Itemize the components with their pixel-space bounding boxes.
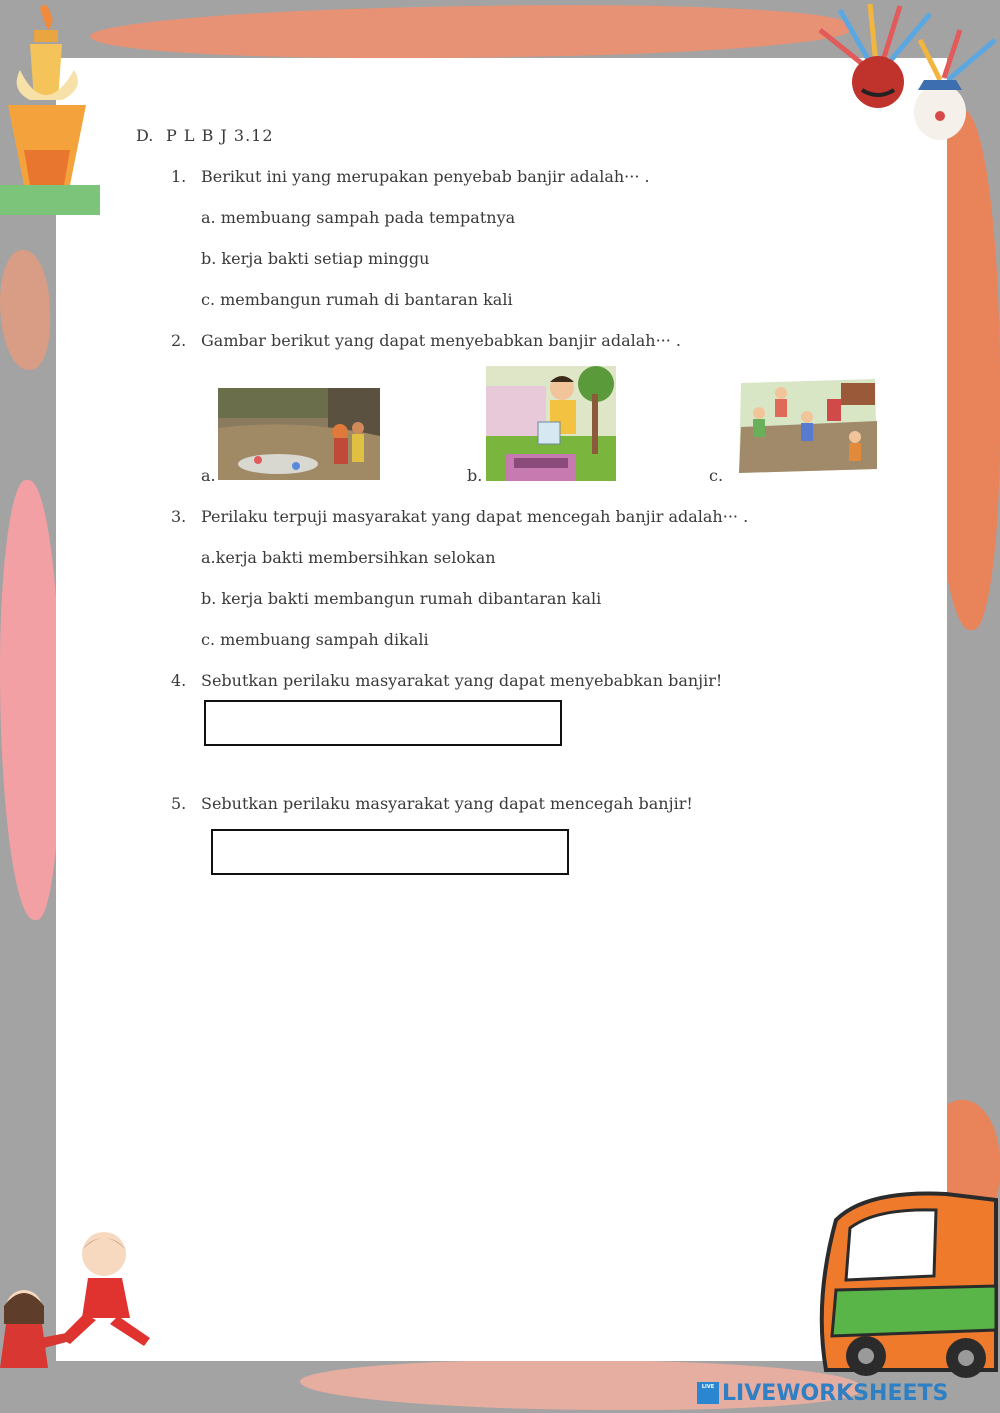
section-letter: D. bbox=[136, 126, 154, 145]
brush-stroke-top bbox=[90, 0, 851, 66]
river-trash-photo bbox=[218, 388, 380, 480]
question-text: Gambar berikut yang dapat menyebabkan banjir adalah··· . bbox=[201, 331, 681, 350]
brush-stroke-left-upper bbox=[0, 250, 50, 370]
question-number: 5. bbox=[171, 794, 187, 813]
answer-option[interactable]: b. kerja bakti setiap minggu bbox=[201, 249, 430, 268]
answer-option[interactable]: b. kerja bakti membangun rumah dibantaran kali bbox=[201, 589, 602, 608]
answer-option[interactable]: a.kerja bakti membersihkan selokan bbox=[201, 548, 496, 567]
question-number: 3. bbox=[171, 507, 187, 526]
section-title: P L B J 3.12 bbox=[166, 126, 274, 145]
live-logo-badge: LIVE bbox=[697, 1382, 719, 1404]
answer-box-4[interactable] bbox=[204, 700, 562, 746]
question-text: Berikut ini yang merupakan penyebab banjir adalah··· . bbox=[201, 167, 650, 186]
question-number: 2. bbox=[171, 331, 187, 350]
answer-box-5[interactable] bbox=[211, 829, 569, 875]
boy-throwing-trash-drawing bbox=[486, 366, 616, 481]
question-text: Perilaku terpuji masyarakat yang dapat mencegah banjir adalah··· . bbox=[201, 507, 749, 526]
river-trash-image[interactable] bbox=[218, 388, 380, 480]
silat-children-icon bbox=[0, 1228, 160, 1378]
bajaj-icon bbox=[806, 1180, 1000, 1380]
answer-option[interactable]: c. membangun rumah di bantaran kali bbox=[201, 290, 513, 309]
watermark-text: LIVEWORKSHEETS bbox=[722, 1380, 949, 1406]
boy-trash-image[interactable] bbox=[486, 366, 616, 481]
answer-option[interactable]: c. membuang sampah dikali bbox=[201, 630, 429, 649]
image-option-label[interactable]: b. bbox=[467, 466, 483, 485]
question-number: 1. bbox=[171, 167, 187, 186]
question-number: 4. bbox=[171, 671, 187, 690]
question-text: Sebutkan perilaku masyarakat yang dapat mencegah banjir! bbox=[201, 794, 693, 813]
kerja-bakti-drawing bbox=[737, 377, 879, 475]
answer-option[interactable]: a. membuang sampah pada tempatnya bbox=[201, 208, 516, 227]
image-option-label[interactable]: a. bbox=[201, 466, 216, 485]
ondel-ondel-icon bbox=[800, 0, 1000, 150]
liveworksheets-logo bbox=[697, 1380, 948, 1406]
brush-stroke-left-middle bbox=[0, 480, 60, 920]
monas-tower-icon bbox=[0, 0, 102, 220]
question-text: Sebutkan perilaku masyarakat yang dapat menyebabkan banjir! bbox=[201, 671, 723, 690]
community-work-image[interactable] bbox=[737, 377, 879, 475]
image-option-label[interactable]: c. bbox=[709, 466, 724, 485]
